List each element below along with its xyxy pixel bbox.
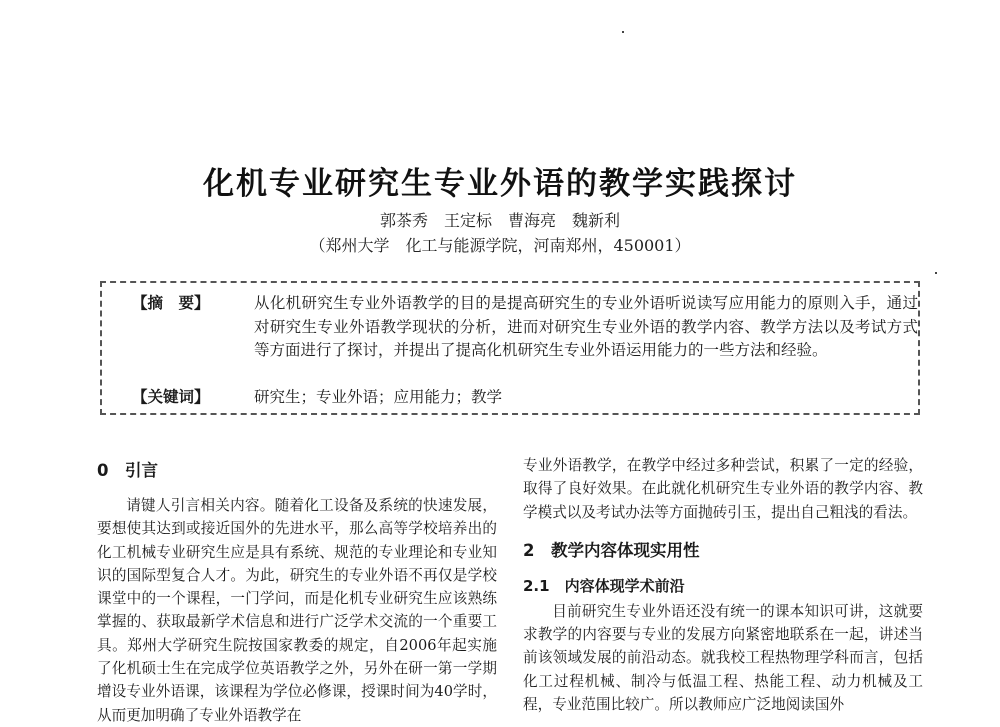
continued-paragraph: 专业外语教学，在教学中经过多种尝试，积累了一定的经验，取得了良好效果。在此就化机研究生专业外语的教学内容、教学模式以及考试办法等方面抛砖引玉，提出自己粗浅的看法。: [523, 457, 923, 521]
scan-speck: [935, 272, 937, 274]
scan-speck: [622, 31, 624, 33]
section-heading-introduction: 0 引言: [97, 461, 158, 480]
author-affiliation: （郑州大学 化工与能源学院，河南郑州，450001）: [309, 236, 691, 255]
abstract-section: [132, 292, 918, 359]
frontier-paragraph: 目前研究生专业外语还没有统一的课本知识可讲，这就要求教学的内容要与专业的发展方向紧密地联系在一起，讲述当前该领域发展的前沿动态。就我校工程热物理学科而言，包括化工过程机械、制冷与低温工程、热能工程、动力机械及工程，专业范围比较广。所以教师应广泛地阅读国外: [523, 602, 923, 714]
keywords-label: 【关键词】: [132, 388, 210, 406]
introduction-paragraph: 请键人引言相关内容。随着化工设备及系统的快速发展，要想使其达到或接近国外的先进水平，那么高等学校培养出的化工机械专业研究生应是具有系统、规范的专业理论和专业知识的国际型复合人才。为此，研究生的专业外语不再仅是学校课堂中的一个课程，一门学问，而是化机专业研究生应该熟练掌握的、获取最新学术信息和进行广泛学术交流的一个重要工具。郑州大学研究生院按国家教委的规定，自2006年起实施了化机硕士生在完成学位英语教学之外，另外在研一第一学期增设专业外语课，该课程为学位必修课，授课时间为40学时，从而更加明确了专业外语教学在: [97, 497, 497, 724]
keywords-section: [132, 386, 503, 410]
spacer: [523, 524, 923, 538]
abstract-box: [100, 281, 920, 415]
right-column: [523, 454, 923, 716]
abstract-label: 【摘 要】: [132, 294, 210, 312]
abstract-text: 从化机研究生专业外语教学的目的是提高研究生的专业外语听说读写应用能力的原则入手，通过对研究生专业外语教学现状的分析，进而对研究生专业外语的教学内容、教学方法以及考试方式等方面进行了探讨，并提出了提高化机研究生专业外语运用能力的一些方法和经验。: [254, 294, 918, 359]
paper-title: 化机专业研究生专业外语的教学实践探讨: [203, 166, 797, 202]
left-column: [97, 458, 497, 727]
section-heading-practicality: 2 教学内容体现实用性: [523, 540, 700, 560]
subsection-heading-frontier: 2.1 内容体现学术前沿: [523, 576, 685, 595]
author-list: 郭茶秀 王定标 曹海亮 魏新利: [379, 211, 620, 230]
keywords-text: 研究生；专业外语；应用能力；教学: [254, 388, 503, 406]
